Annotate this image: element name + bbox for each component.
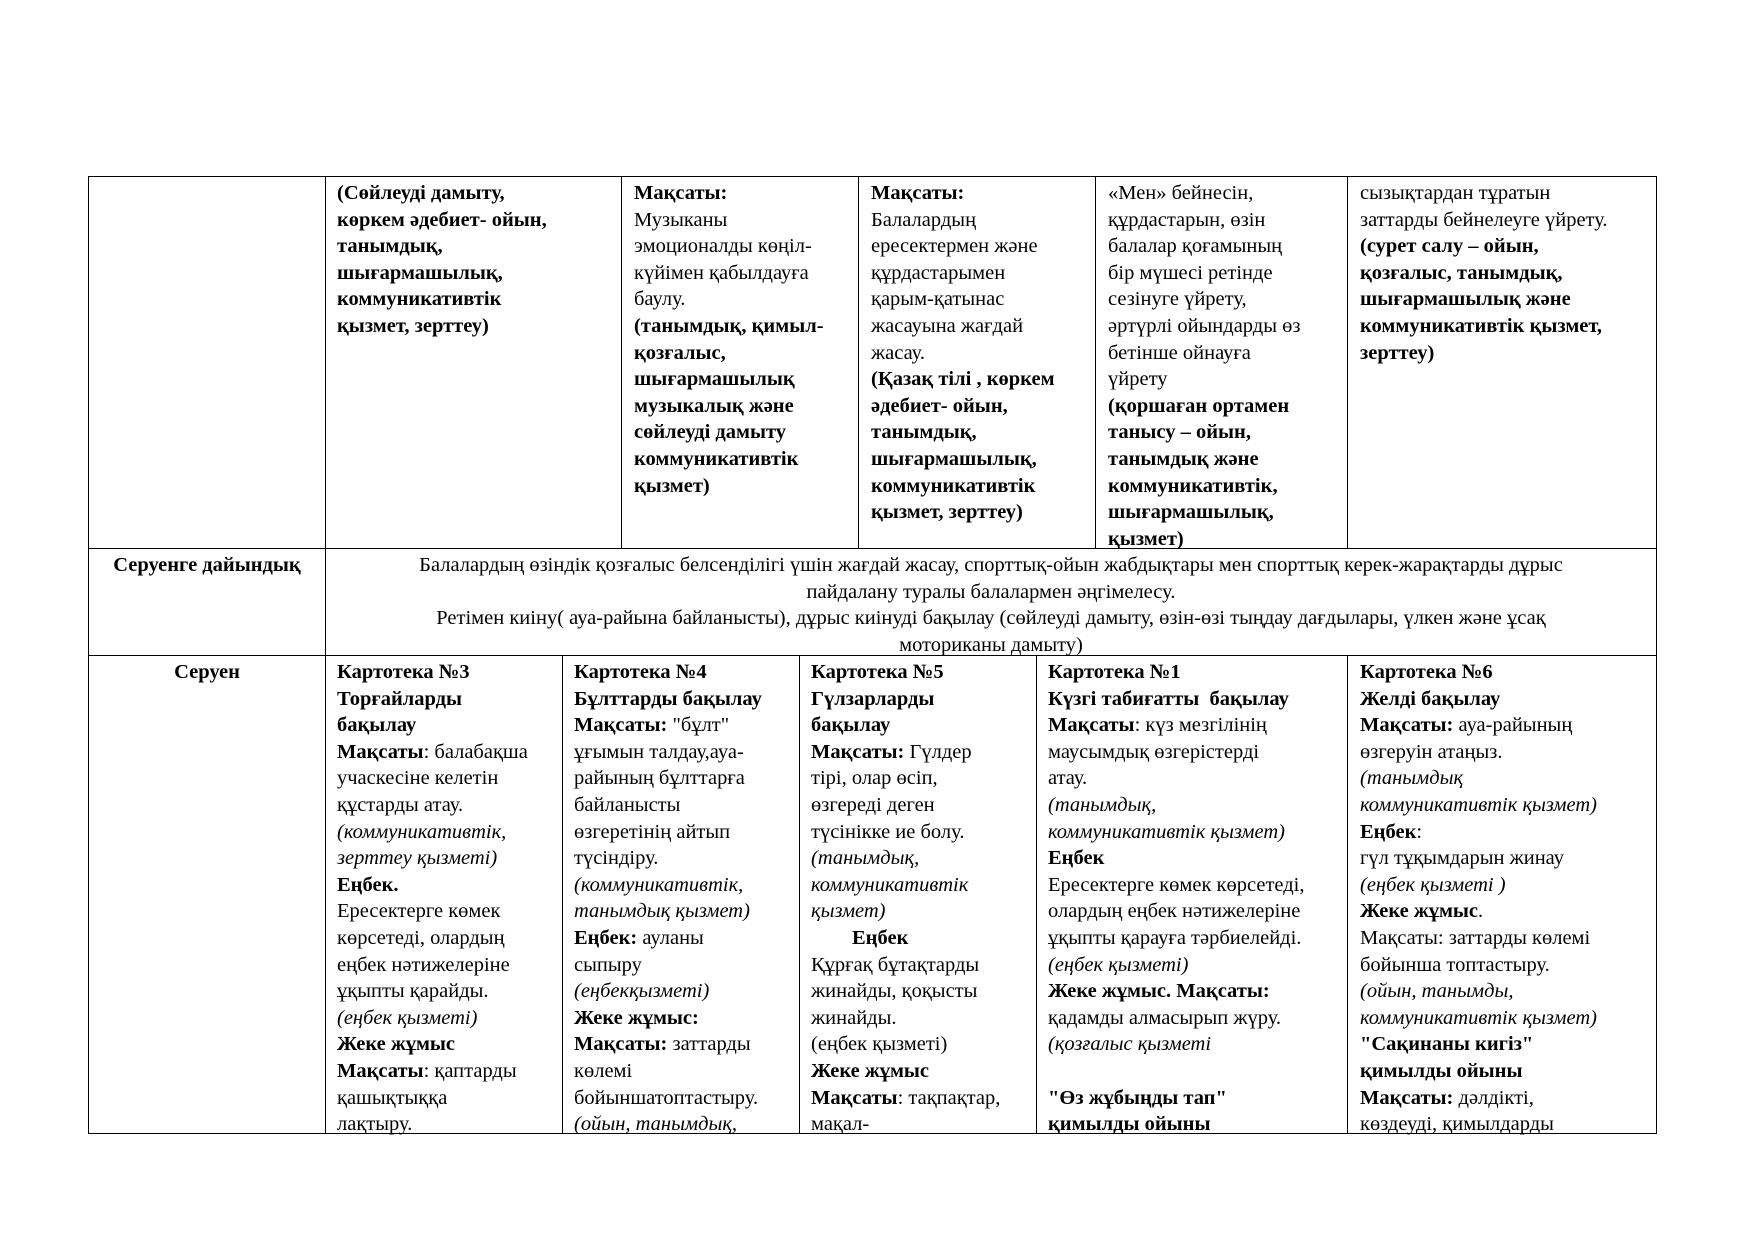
text-run: (ойын, танымды,: [1360, 980, 1514, 1003]
cell-line: көркем әдебиет- ойын,: [337, 208, 547, 231]
cell-line: коммуникативтік қызмет,: [1360, 314, 1603, 337]
cell-line: ересектермен және: [871, 235, 1038, 258]
cell-line: қызмет): [1108, 527, 1184, 550]
text-run: Мақсаты: заттарды көлемі: [1360, 926, 1591, 949]
text-run: еңбек нәтижелеріне: [337, 953, 510, 976]
cell-line: [1360, 1031, 1597, 1058]
cell-line: [1360, 739, 1597, 766]
cell-line: [337, 845, 528, 872]
cell-line: [811, 1005, 1000, 1032]
text-run: (танымдық: [1360, 767, 1464, 790]
text-run: жинайды, қоқысты: [811, 980, 978, 1003]
cell-line: [574, 898, 762, 925]
cell-line: танымдық,: [337, 235, 443, 258]
cell-line: [811, 819, 1000, 846]
cell-line: [337, 925, 528, 952]
cell-line: қызмет, зерттеу): [337, 314, 489, 337]
text-run: көздеуді, қимылдарды: [1360, 1113, 1554, 1136]
text-run: маусымдық өзгерістерді: [1048, 740, 1260, 763]
cell-line: [337, 898, 528, 925]
text-run: [1048, 1060, 1053, 1082]
cell-line: (Қазақ тілі , көркем: [871, 368, 1055, 391]
cell-line: [1360, 898, 1597, 925]
cell-line: [811, 739, 1000, 766]
cell-line: қозғалыс, танымдық,: [1360, 261, 1563, 284]
text-run: танымдық қызмет): [574, 900, 750, 923]
cell-line: коммуникативтік,: [1108, 474, 1278, 497]
text-run: :: [1416, 820, 1423, 843]
cell-line: «Мен» бейнесін,: [1108, 182, 1254, 204]
text-run: құстарды атау.: [337, 793, 464, 816]
cell-line: [1048, 1031, 1305, 1058]
cell-line: [574, 659, 762, 686]
cell-line: [574, 739, 762, 766]
text-run: ұқыпты қарайды.: [337, 980, 489, 1003]
cell-line: [1048, 1058, 1305, 1085]
text-run: жинайды.: [811, 1006, 897, 1029]
text-run: дәлдікті,: [1453, 1086, 1534, 1109]
text-run: Еңбек.: [337, 873, 399, 896]
text-run: қашықтыққа: [337, 1086, 448, 1109]
text-run: (еңбек қызметі): [1048, 953, 1189, 976]
text-run: байланысты: [574, 793, 681, 816]
cell-line: шығармашылық,: [871, 447, 1037, 470]
text-run: коммуникативтік қызмет): [1360, 1006, 1597, 1029]
row3-label-text: Серуен: [174, 661, 240, 683]
cell-line: шығармашылық және: [1360, 288, 1571, 311]
cell-line: әдебиет- ойын,: [871, 394, 1008, 417]
cell-line: [337, 659, 528, 686]
cell-line: (Сөйлеуді дамыту,: [337, 182, 505, 204]
cell-line: [811, 1058, 1000, 1085]
text-run: Жеке жұмыс: [337, 1033, 456, 1056]
text-run: Гүлзарларды: [811, 687, 935, 710]
row1-col-divider-a: [621, 176, 622, 549]
row3-cell-3: [574, 659, 762, 1138]
cell-line: [1048, 1085, 1305, 1112]
cell-line: [1360, 845, 1597, 872]
text-run: Мақсаты:: [574, 1033, 668, 1056]
text-run: (ойын, танымдық,: [574, 1113, 738, 1136]
text-run: (еңбек қызметі): [337, 1006, 478, 1029]
text-run: Торғайларды: [337, 687, 463, 710]
cell-line: [1360, 659, 1597, 686]
cell-line: [574, 845, 762, 872]
cell-line: сызықтардан тұратын: [1360, 182, 1551, 204]
text-run: ұқыпты қарауға тәрбиелейді.: [1048, 926, 1302, 949]
cell-line: [574, 819, 762, 846]
row3-label: [89, 659, 325, 686]
cell-line: қарым-қатынас: [871, 288, 1005, 311]
cell-line: [1360, 952, 1597, 979]
text-run: Еңбек:: [574, 926, 638, 949]
cell-line: [1048, 739, 1305, 766]
cell-line: [1360, 1085, 1597, 1112]
text-run: қимылды ойыны: [1360, 1059, 1523, 1082]
cell-line: [337, 739, 528, 766]
cell-line: [811, 1085, 1000, 1112]
cell-line: шығармашылық,: [1108, 501, 1274, 524]
text-run: Жеке жұмыс:: [574, 1006, 699, 1029]
cell-line: [1048, 872, 1305, 899]
text-run: Картотека №3: [337, 661, 470, 683]
cell-line: [1048, 686, 1305, 713]
row3-col-divider-a: [562, 655, 563, 1134]
text-run: "Сақинаны кигіз": [1360, 1033, 1534, 1056]
cell-line: [1048, 792, 1305, 819]
text-run: атау.: [1048, 767, 1088, 790]
cell-line: [574, 1111, 762, 1138]
cell-line: [574, 952, 762, 979]
text-run: бойынша топтастыру.: [1360, 953, 1550, 976]
row1-cell-6: [1360, 180, 1608, 366]
text-run: көлемі: [574, 1059, 633, 1082]
row3-cell-5: [1048, 659, 1305, 1138]
cell-line: [1360, 1058, 1597, 1085]
text-run: заттарды: [667, 1033, 751, 1056]
text-run: лақтыру.: [337, 1113, 413, 1136]
cell-line: күйімен қабылдауға: [634, 261, 809, 284]
row2-line-2: пайдалану туралы балалармен әңгімелесу.: [806, 580, 1176, 603]
cell-line: [574, 925, 762, 952]
cell-line: (танымдық, қимыл-: [634, 314, 824, 337]
text-run: (коммуникативтік,: [574, 873, 744, 896]
cell-line: танымдық,: [871, 421, 977, 444]
cell-line: [337, 686, 528, 713]
cell-line: [1360, 1111, 1597, 1138]
text-run: қызмет): [811, 900, 886, 923]
cell-line: коммуникативтік: [871, 474, 1036, 497]
text-run: түсіндіру.: [574, 847, 659, 870]
cell-line: [337, 1058, 528, 1085]
text-run: ауланы: [637, 926, 704, 949]
row2-label: [89, 552, 325, 579]
row2-content: [326, 552, 1656, 658]
cell-line: музыкалық және: [634, 394, 794, 417]
cell-line: коммуникативтік: [634, 447, 799, 470]
cell-line: [1048, 978, 1305, 1005]
cell-line: [1048, 765, 1305, 792]
text-run: : қаптарды: [423, 1059, 517, 1082]
text-run: : күз мезгілінің: [1134, 714, 1267, 737]
cell-line: [337, 792, 528, 819]
cell-line: қызмет, зерттеу): [871, 501, 1023, 524]
cell-line: [1048, 659, 1305, 686]
cell-line: бір мүшесі ретінде: [1108, 261, 1273, 284]
cell-line: [337, 1085, 528, 1112]
cell-line: [811, 712, 1000, 739]
cell-line: [1360, 925, 1597, 952]
cell-line: [574, 1031, 762, 1058]
cell-line: құрдастарын, өзін: [1108, 208, 1266, 231]
cell-line: танысу – ойын,: [1108, 421, 1251, 444]
text-run: Желді бақылау: [1360, 687, 1501, 710]
cell-line: [337, 1031, 528, 1058]
cell-line: [574, 686, 762, 713]
row3-cell-4: [811, 659, 1000, 1138]
cell-line: [337, 1111, 528, 1138]
row2-line-1: Балалардың өзіндік қозғалыс белсенділігі үшін жағдай жасау, спорттық-ойын жабдықтары мен спорттық керек-жарақтарды дұрыс: [419, 554, 1563, 576]
cell-line: [1048, 845, 1305, 872]
text-run: түсінікке ие болу.: [811, 820, 965, 843]
text-run: Жеке жұмыс: [1360, 900, 1479, 923]
text-run: "Өз жұбыңды тап": [1048, 1086, 1227, 1109]
cell-line: баулу.: [634, 288, 686, 311]
text-run: Мақсаты:: [811, 740, 905, 763]
text-run: коммуникативтік қызмет): [1360, 793, 1597, 816]
text-run: сыпыру: [574, 953, 642, 976]
cell-line: [337, 872, 528, 899]
row1-cell-3: [634, 180, 824, 499]
cell-line: (қоршаған ортамен: [1108, 394, 1290, 417]
text-run: зерттеу қызметі): [337, 847, 498, 870]
text-run: коммуникативтік: [811, 873, 969, 896]
text-run: (еңбек қызметі): [811, 1033, 948, 1056]
cell-line: зерттеу): [1360, 341, 1435, 364]
cell-line: [337, 978, 528, 1005]
text-run: райының бұлттарға: [574, 767, 745, 790]
text-run: Картотека №6: [1360, 661, 1493, 683]
row1-cell-2: [337, 180, 547, 340]
text-run: (танымдық,: [811, 847, 920, 870]
cell-line: [1360, 686, 1597, 713]
row1-cell-4: [871, 180, 1055, 526]
row3-cell-6: [1360, 659, 1597, 1138]
row3-col-divider-c: [1036, 655, 1037, 1134]
text-run: Картотека №1: [1048, 661, 1181, 683]
cell-line: [1048, 712, 1305, 739]
text-run: Мақсаты:: [574, 714, 668, 737]
text-run: өзгеретінің айтып: [574, 820, 731, 843]
text-run: .: [1478, 900, 1484, 923]
cell-line: шығармашылық,: [337, 261, 503, 284]
table-border-top: [88, 176, 1657, 177]
row3-col-divider-b: [799, 655, 800, 1134]
text-run: Еңбек: [1048, 847, 1105, 870]
text-run: Еңбек: [1360, 820, 1417, 843]
cell-line: [1360, 765, 1597, 792]
text-run: Гүлдер: [904, 740, 972, 763]
text-run: (танымдық,: [1048, 793, 1157, 816]
text-run: бойыншатоптастыру.: [574, 1086, 759, 1109]
cell-line: танымдық және: [1108, 447, 1259, 470]
row3-col-divider-d: [1347, 655, 1348, 1134]
cell-line: сөйлеуді дамыту: [634, 421, 787, 444]
cell-line: [1360, 712, 1597, 739]
cell-line: [1360, 792, 1597, 819]
cell-line: балалар қоғамының: [1108, 235, 1283, 258]
cell-line: (сурет салу – ойын,: [1360, 235, 1539, 258]
cell-line: Балалардың: [871, 208, 977, 231]
text-run: : тақпақтар,: [897, 1086, 1001, 1109]
cell-line: қозғалыс,: [634, 341, 726, 364]
cell-line: [1048, 1111, 1305, 1138]
text-run: Мақсаты: [337, 1059, 424, 1082]
cell-line: [1048, 952, 1305, 979]
text-run: : балабақша: [423, 740, 528, 763]
text-run: учаскесіне келетін: [337, 767, 499, 790]
row2-line-4: моториканы дамыту): [899, 633, 1083, 656]
cell-line: [1048, 819, 1305, 846]
cell-line: коммуникативтік: [337, 288, 502, 311]
text-run: Жеке жұмыс: [811, 1059, 930, 1082]
cell-line: [811, 872, 1000, 899]
cell-line: жасау.: [871, 341, 925, 364]
cell-line: [811, 925, 1000, 952]
row3-cell-2: [337, 659, 528, 1138]
col-divider-d: [1347, 176, 1348, 549]
text-run: "бұлт": [667, 714, 730, 737]
text-run: Ересектерге көмек: [337, 900, 501, 923]
text-run: көрсетеді, олардың: [337, 926, 505, 949]
cell-line: [811, 845, 1000, 872]
cell-line: [1048, 898, 1305, 925]
text-run: Күзгі табиғатты бақылау: [1048, 687, 1289, 710]
cell-line: құрдастарымен: [871, 261, 1006, 284]
cell-line: бетінше ойнауға: [1108, 341, 1251, 364]
cell-line: [337, 819, 528, 846]
text-run: қадамды алмасырып жүру.: [1048, 1006, 1282, 1029]
text-run: Картотека №5: [811, 661, 944, 683]
text-run: Жеке жұмыс. Мақсаты:: [1048, 980, 1270, 1003]
text-run: бақылау: [337, 714, 417, 737]
text-run: (қозғалыс қызметі: [1048, 1033, 1212, 1056]
text-run: Мақсаты: [811, 1086, 898, 1109]
cell-line: [337, 712, 528, 739]
cell-line: [811, 978, 1000, 1005]
cell-line: [337, 765, 528, 792]
text-run: коммуникативтік қызмет): [1048, 820, 1285, 843]
cell-line: жасауына жағдай: [871, 314, 1024, 337]
cell-line: Мақсаты:: [634, 182, 728, 204]
row1-col-divider-b: [858, 176, 859, 549]
cell-line: [1048, 1005, 1305, 1032]
cell-line: [811, 792, 1000, 819]
text-run: гүл тұқымдарын жинау: [1360, 847, 1564, 870]
cell-line: [811, 765, 1000, 792]
text-run: өзгеруін атаңыз.: [1360, 740, 1503, 763]
text-run: ұғымын талдау,ауа-: [574, 740, 744, 763]
cell-line: заттарды бейнелеуге үйрету.: [1360, 208, 1608, 231]
cell-line: [574, 1085, 762, 1112]
cell-line: [811, 898, 1000, 925]
cell-line: [1048, 925, 1305, 952]
cell-line: үйрету: [1108, 368, 1168, 391]
cell-line: [574, 1058, 762, 1085]
row2-line-3: Ретімен киіну( ауа-райына байланысты), дұрыс киінуді бақылау (сөйлеуді дамыту, өзін-өзі тыңдау дағдылары, үлкен және ұсақ: [436, 607, 1546, 630]
row1-col-divider-c: [1095, 176, 1096, 549]
cell-line: [1360, 819, 1597, 846]
cell-line: [574, 978, 762, 1005]
text-run: Мақсаты:: [1360, 1086, 1454, 1109]
cell-line: [811, 1111, 1000, 1138]
text-run: Мақсаты: [337, 740, 424, 763]
cell-line: Мақсаты:: [871, 182, 965, 204]
cell-line: қызмет): [634, 474, 710, 497]
text-run: тірі, олар өсіп,: [811, 767, 938, 790]
cell-line: [1360, 978, 1597, 1005]
cell-line: шығармашылық: [634, 368, 795, 391]
cell-line: [1360, 872, 1597, 899]
text-run: Бұлттарды бақылау: [574, 687, 762, 710]
cell-line: [337, 952, 528, 979]
text-run: мақал-: [811, 1113, 870, 1136]
cell-line: [574, 792, 762, 819]
text-run: Мақсаты: [1048, 714, 1135, 737]
cell-line: [337, 1005, 528, 1032]
text-run: өзгереді деген: [811, 793, 935, 816]
cell-line: [811, 1031, 1000, 1058]
cell-line: [1360, 1005, 1597, 1032]
text-run: Ересектерге көмек көрсетеді,: [1048, 873, 1305, 896]
text-run: ауа-райының: [1453, 714, 1573, 737]
cell-line: [811, 686, 1000, 713]
cell-line: [574, 872, 762, 899]
cell-line: [574, 1005, 762, 1032]
cell-line: әртүрлі ойындарды өз: [1108, 314, 1301, 337]
cell-line: [574, 765, 762, 792]
text-run: (еңбек қызметі ): [1360, 873, 1506, 896]
cell-line: Музыканы: [634, 208, 728, 231]
cell-line: эмоционалды көңіл-: [634, 235, 812, 258]
row1-cell-5: [1108, 180, 1300, 552]
text-run: бақылау: [811, 714, 891, 737]
cell-line: [574, 712, 762, 739]
cell-line: [811, 952, 1000, 979]
text-run: Құрғақ бұтақтарды: [811, 953, 980, 976]
text-run: Мақсаты:: [1360, 714, 1454, 737]
cell-line: [811, 659, 1000, 686]
row-divider-1: [88, 548, 1657, 549]
text-run: (коммуникативтік,: [337, 820, 507, 843]
text-run: Картотека №4: [574, 661, 707, 683]
text-run: олардың еңбек нәтижелеріне: [1048, 900, 1301, 923]
row2-label-text: Серуенге дайындық: [113, 554, 301, 576]
text-run: (еңбекқызметі): [574, 980, 710, 1003]
text-run: Еңбек: [811, 926, 909, 949]
cell-line: сезінуге үйрету,: [1108, 288, 1247, 311]
text-run: қимылды ойыны: [1048, 1113, 1211, 1136]
